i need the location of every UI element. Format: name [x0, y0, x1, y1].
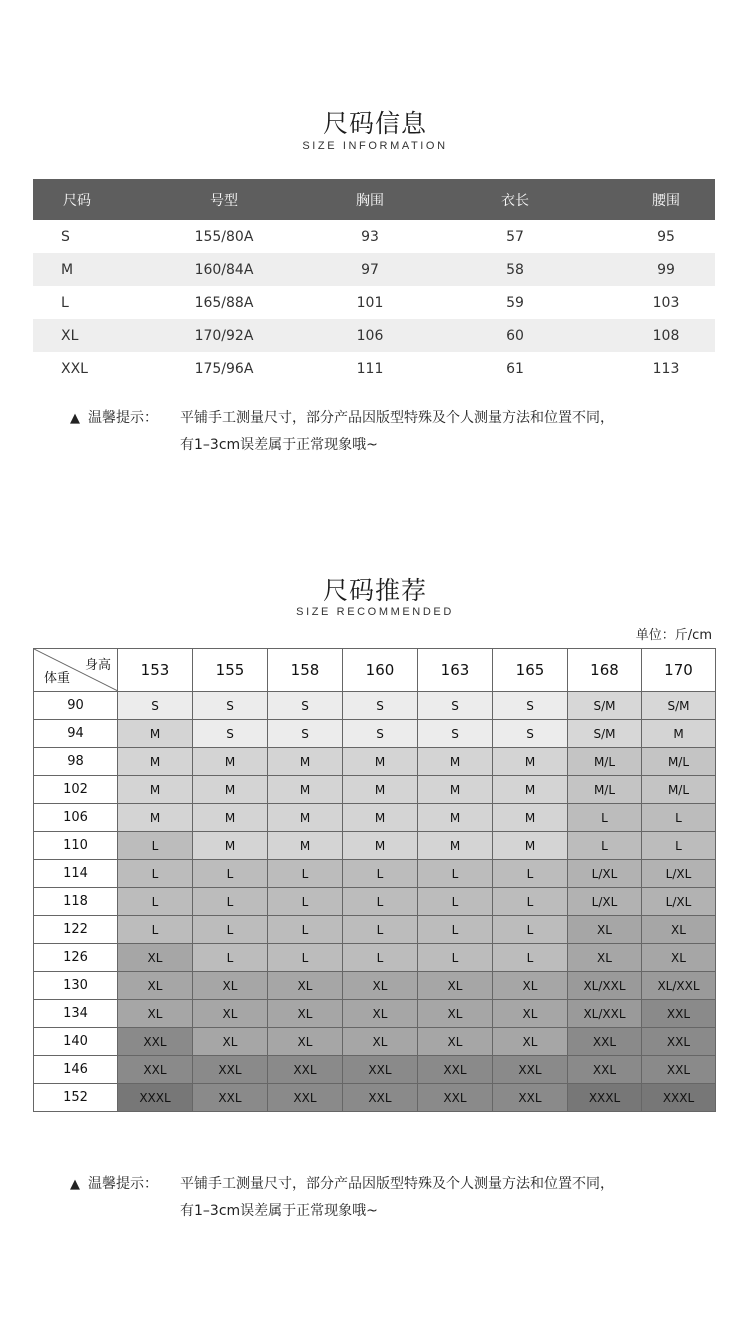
- size-recommend-title: 尺码推荐: [322, 576, 427, 605]
- size-recommend-table: [33, 648, 716, 1112]
- height-header: 155: [193, 649, 268, 692]
- size-cell: XXXL: [642, 1084, 716, 1112]
- size-cell: XXXL: [118, 1084, 193, 1112]
- size-cell: XXL: [493, 1056, 568, 1084]
- tip-line-1: 平铺手工测量尺寸，部分产品因版型特殊及个人测量方法和位置不同，: [180, 1176, 614, 1192]
- size-cell: S: [268, 720, 343, 748]
- size-cell: XXL: [193, 1084, 268, 1112]
- table-row: [33, 286, 715, 319]
- size-cell: XXL: [642, 1056, 716, 1084]
- table-row: [34, 692, 716, 720]
- size-cell: XXL: [568, 1028, 642, 1056]
- size-cell: XL: [343, 1000, 418, 1028]
- header-waist: 腰围: [617, 179, 715, 220]
- weight-cell: 90: [34, 692, 118, 720]
- cell-length: 58: [413, 253, 617, 286]
- size-cell: XL: [118, 972, 193, 1000]
- size-cell: S/M: [568, 720, 642, 748]
- size-cell: M: [493, 748, 568, 776]
- size-cell: L: [642, 804, 716, 832]
- size-cell: M: [493, 832, 568, 860]
- size-cell: L: [268, 860, 343, 888]
- cell-model: 175/96A: [121, 352, 327, 385]
- size-cell: XL: [118, 1000, 193, 1028]
- tip-line-1: 平铺手工测量尺寸，部分产品因版型特殊及个人测量方法和位置不同，: [180, 410, 614, 426]
- size-cell: S: [193, 692, 268, 720]
- size-cell: M: [493, 804, 568, 832]
- size-cell: M: [118, 720, 193, 748]
- size-cell: XL: [642, 916, 716, 944]
- size-cell: XXL: [493, 1084, 568, 1112]
- size-cell: XXL: [118, 1028, 193, 1056]
- size-cell: XL: [268, 1028, 343, 1056]
- height-header: 163: [418, 649, 493, 692]
- size-cell: XXL: [268, 1084, 343, 1112]
- size-cell: XXL: [343, 1056, 418, 1084]
- tip-line-2: 有1–3cm误差属于正常现象哦~: [180, 1203, 378, 1219]
- size-cell: S/M: [568, 692, 642, 720]
- table-row: [34, 860, 716, 888]
- size-cell: XL: [268, 1000, 343, 1028]
- size-recommend-subtitle: SIZE RECOMMENDED: [296, 606, 454, 618]
- warning-icon: ▲: [70, 411, 80, 426]
- header-size: 尺码: [33, 179, 121, 220]
- size-cell: L: [118, 832, 193, 860]
- size-cell: L: [493, 888, 568, 916]
- height-header: 170: [642, 649, 716, 692]
- size-cell: XXL: [418, 1056, 493, 1084]
- size-cell: S: [493, 692, 568, 720]
- cell-model: 160/84A: [121, 253, 327, 286]
- size-cell: L: [343, 944, 418, 972]
- size-cell: S/M: [642, 692, 716, 720]
- size-cell: M: [193, 748, 268, 776]
- cell-length: 57: [413, 220, 617, 253]
- size-cell: XXL: [642, 1028, 716, 1056]
- size-cell: M: [418, 804, 493, 832]
- size-cell: M: [268, 776, 343, 804]
- size-cell: L: [268, 916, 343, 944]
- size-info-header-row: [33, 179, 715, 220]
- size-cell: L/XL: [642, 860, 716, 888]
- size-cell: L: [343, 860, 418, 888]
- size-cell: XL: [493, 972, 568, 1000]
- size-cell: L: [568, 804, 642, 832]
- size-info-subtitle: SIZE INFORMATION: [302, 140, 448, 152]
- size-cell: M/L: [642, 776, 716, 804]
- size-cell: L: [268, 888, 343, 916]
- table-row: [33, 319, 715, 352]
- size-cell: XL: [343, 972, 418, 1000]
- cell-chest: 101: [327, 286, 413, 319]
- weight-cell: 118: [34, 888, 118, 916]
- size-cell: L: [418, 888, 493, 916]
- weight-cell: 102: [34, 776, 118, 804]
- header-model: 号型: [121, 179, 327, 220]
- size-cell: XXL: [642, 1000, 716, 1028]
- size-cell: M: [193, 776, 268, 804]
- size-cell: L: [418, 860, 493, 888]
- size-cell: L: [118, 888, 193, 916]
- size-cell: L: [493, 944, 568, 972]
- cell-chest: 93: [327, 220, 413, 253]
- height-header-row: [34, 649, 716, 692]
- table-row: [34, 972, 716, 1000]
- unit-label: 单位：斤/cm: [635, 628, 712, 643]
- weight-cell: 126: [34, 944, 118, 972]
- table-row: [34, 1028, 716, 1056]
- size-cell: L: [642, 832, 716, 860]
- cell-waist: 99: [617, 253, 715, 286]
- size-cell: XL: [418, 972, 493, 1000]
- size-cell: S: [343, 692, 418, 720]
- table-row: [34, 1056, 716, 1084]
- size-cell: M: [193, 832, 268, 860]
- size-cell: M: [642, 720, 716, 748]
- cell-waist: 95: [617, 220, 715, 253]
- cell-length: 61: [413, 352, 617, 385]
- size-cell: XXL: [418, 1084, 493, 1112]
- cell-model: 170/92A: [121, 319, 327, 352]
- size-cell: XL: [493, 1000, 568, 1028]
- weight-cell: 106: [34, 804, 118, 832]
- cell-chest: 111: [327, 352, 413, 385]
- size-cell: L/XL: [568, 860, 642, 888]
- height-header: 168: [568, 649, 642, 692]
- size-cell: XL: [193, 1000, 268, 1028]
- size-cell: XXL: [193, 1056, 268, 1084]
- size-cell: M: [418, 748, 493, 776]
- size-cell: L: [193, 888, 268, 916]
- size-cell: XXL: [568, 1056, 642, 1084]
- size-cell: M/L: [568, 748, 642, 776]
- size-cell: XL: [568, 944, 642, 972]
- height-header: 158: [268, 649, 343, 692]
- size-cell: S: [418, 720, 493, 748]
- size-cell: XXL: [343, 1084, 418, 1112]
- size-cell: XXL: [268, 1056, 343, 1084]
- size-cell: L/XL: [568, 888, 642, 916]
- measurement-tip: [70, 405, 614, 459]
- weight-cell: 152: [34, 1084, 118, 1112]
- size-cell: M: [343, 776, 418, 804]
- table-row: [33, 220, 715, 253]
- cell-chest: 97: [327, 253, 413, 286]
- size-cell: L: [268, 944, 343, 972]
- cell-size: L: [33, 286, 121, 319]
- cell-length: 60: [413, 319, 617, 352]
- size-cell: XXL: [118, 1056, 193, 1084]
- size-cell: L: [493, 860, 568, 888]
- weight-cell: 110: [34, 832, 118, 860]
- cell-waist: 103: [617, 286, 715, 319]
- size-cell: M: [343, 748, 418, 776]
- size-cell: L: [118, 916, 193, 944]
- header-length: 衣长: [413, 179, 617, 220]
- cell-model: 155/80A: [121, 220, 327, 253]
- height-header: 153: [118, 649, 193, 692]
- size-cell: L: [418, 944, 493, 972]
- size-cell: M: [493, 776, 568, 804]
- size-cell: M: [343, 804, 418, 832]
- size-cell: XL: [268, 972, 343, 1000]
- table-row: [34, 748, 716, 776]
- size-cell: XL: [118, 944, 193, 972]
- header-chest: 胸围: [327, 179, 413, 220]
- table-row: [33, 352, 715, 385]
- height-header: 165: [493, 649, 568, 692]
- cell-length: 59: [413, 286, 617, 319]
- size-cell: L: [193, 916, 268, 944]
- cell-size: XXL: [33, 352, 121, 385]
- size-cell: S: [118, 692, 193, 720]
- weight-cell: 146: [34, 1056, 118, 1084]
- table-row: [34, 888, 716, 916]
- size-cell: M: [118, 804, 193, 832]
- size-cell: XL: [418, 1000, 493, 1028]
- size-cell: L: [418, 916, 493, 944]
- table-row: [34, 804, 716, 832]
- size-cell: M: [418, 832, 493, 860]
- size-cell: S: [493, 720, 568, 748]
- size-cell: L: [493, 916, 568, 944]
- size-cell: M: [418, 776, 493, 804]
- height-header: 160: [343, 649, 418, 692]
- table-row: [34, 1000, 716, 1028]
- warning-icon: ▲: [70, 1177, 80, 1192]
- table-row: [33, 253, 715, 286]
- size-cell: XL: [493, 1028, 568, 1056]
- weight-cell: 98: [34, 748, 118, 776]
- cell-size: XL: [33, 319, 121, 352]
- size-cell: L: [118, 860, 193, 888]
- size-cell: L: [193, 860, 268, 888]
- cell-model: 165/88A: [121, 286, 327, 319]
- cell-waist: 108: [617, 319, 715, 352]
- weight-cell: 140: [34, 1028, 118, 1056]
- size-cell: M: [268, 804, 343, 832]
- table-row: [34, 720, 716, 748]
- tip-label: 温馨提示：: [88, 410, 158, 426]
- weight-cell: 122: [34, 916, 118, 944]
- table-row: [34, 1084, 716, 1112]
- size-cell: XL: [193, 1028, 268, 1056]
- weight-cell: 94: [34, 720, 118, 748]
- measurement-tip-bottom: [70, 1171, 614, 1225]
- corner-weight-label: 体重: [44, 671, 71, 686]
- size-cell: M/L: [568, 776, 642, 804]
- size-cell: M: [268, 832, 343, 860]
- size-cell: XL: [568, 916, 642, 944]
- cell-size: M: [33, 253, 121, 286]
- size-cell: L: [343, 916, 418, 944]
- size-cell: XL/XXL: [568, 972, 642, 1000]
- size-cell: XL/XXL: [642, 972, 716, 1000]
- size-cell: XXXL: [568, 1084, 642, 1112]
- corner-cell: [34, 649, 118, 692]
- size-cell: S: [418, 692, 493, 720]
- size-cell: M: [118, 776, 193, 804]
- size-cell: M: [343, 832, 418, 860]
- table-row: [34, 916, 716, 944]
- size-cell: M: [118, 748, 193, 776]
- weight-cell: 134: [34, 1000, 118, 1028]
- size-cell: XL: [193, 972, 268, 1000]
- size-info-table: [33, 179, 715, 385]
- size-cell: S: [268, 692, 343, 720]
- size-cell: L: [343, 888, 418, 916]
- size-info-title: 尺码信息: [322, 109, 427, 138]
- size-cell: L: [193, 944, 268, 972]
- size-cell: M/L: [642, 748, 716, 776]
- size-cell: S: [343, 720, 418, 748]
- weight-cell: 114: [34, 860, 118, 888]
- size-cell: S: [193, 720, 268, 748]
- size-cell: XL/XXL: [568, 1000, 642, 1028]
- tip-line-2: 有1–3cm误差属于正常现象哦~: [180, 437, 378, 453]
- table-row: [34, 832, 716, 860]
- size-cell: L: [568, 832, 642, 860]
- size-cell: XL: [343, 1028, 418, 1056]
- corner-height-label: 身高: [84, 658, 111, 673]
- weight-cell: 130: [34, 972, 118, 1000]
- size-cell: L/XL: [642, 888, 716, 916]
- size-cell: XL: [418, 1028, 493, 1056]
- cell-waist: 113: [617, 352, 715, 385]
- cell-size: S: [33, 220, 121, 253]
- size-cell: M: [193, 804, 268, 832]
- tip-label: 温馨提示：: [88, 1176, 158, 1192]
- table-row: [34, 944, 716, 972]
- size-cell: XL: [642, 944, 716, 972]
- size-cell: M: [268, 748, 343, 776]
- cell-chest: 106: [327, 319, 413, 352]
- table-row: [34, 776, 716, 804]
